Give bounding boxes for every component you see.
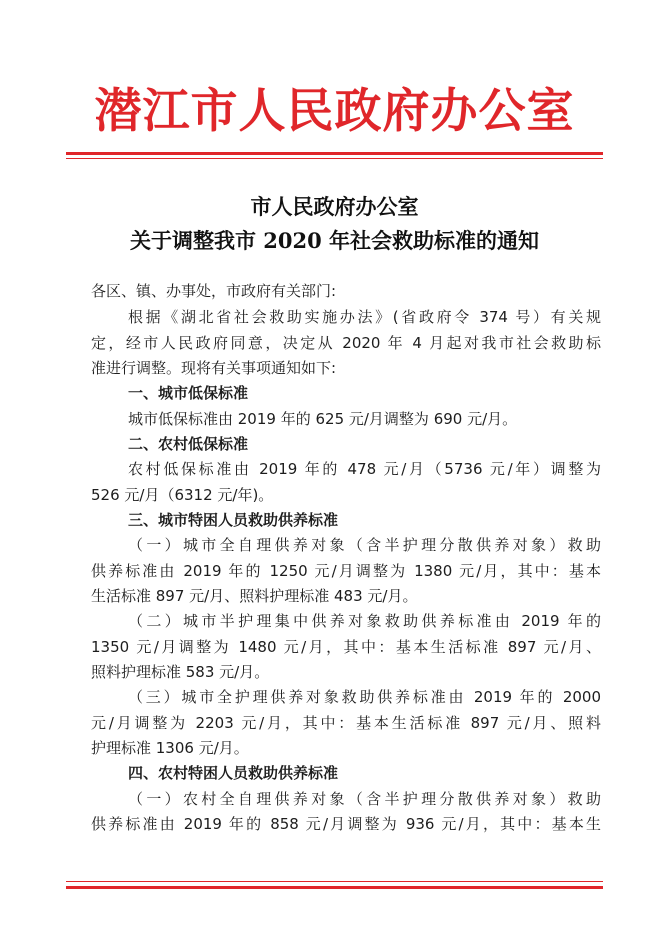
body-line: 定，经市人民政府同意，决定从 2020 年 4 月起对我市社会救助标	[91, 334, 601, 352]
body-line: 根据《湖北省社会救助实施办法》(省政府令 374 号）有关规	[128, 308, 601, 326]
body-line: 城市低保标准由 2019 年的 625 元/月调整为 690 元/月。	[128, 410, 518, 428]
salutation: 各区、镇、办事处，市政府有关部门:	[91, 282, 337, 300]
notice-title-line-2: 关于调整我市 2020 年社会救助标准的通知	[129, 228, 540, 253]
body-line: 1350 元/月调整为 1480 元/月，其中：基本生活标准 897 元/月、	[91, 638, 601, 656]
body-line: （三）城市全护理供养对象救助供养标准由 2019 年的 2000	[128, 688, 601, 706]
notice-title-line-1: 市人民政府办公室	[250, 194, 419, 219]
section-heading-1: 一、城市低保标准	[128, 384, 249, 402]
section-heading-2: 二、农村低保标准	[128, 435, 249, 453]
body-line: 526 元/月（6312 元/年)。	[91, 486, 274, 504]
body-line: 农村低保标准由 2019 年的 478 元/月（5736 元/年）调整为	[128, 460, 601, 478]
letterhead-rule-thin	[66, 158, 603, 159]
footer-rule-thin	[66, 881, 603, 882]
letterhead-title: 潜江市人民政府办公室	[94, 84, 575, 139]
body-line: 准进行调整。现将有关事项通知如下:	[91, 359, 337, 377]
body-line: （一）城市全自理供养对象（含半护理分散供养对象）救助	[128, 536, 601, 554]
body-line: 生活标准 897 元/月、照料护理标准 483 元/月。	[91, 587, 418, 605]
body-line: 护理标准 1306 元/月。	[91, 739, 249, 757]
body-line: （二）城市半护理集中供养对象救助供养标准由 2019 年的	[128, 612, 601, 630]
footer-rule-thick	[66, 886, 603, 889]
section-heading-3: 三、城市特困人员救助供养标准	[128, 511, 339, 529]
body-line: 照料护理标准 583 元/月。	[91, 663, 270, 681]
letterhead-rule-thick	[66, 152, 603, 155]
body-line: 元/月调整为 2203 元/月，其中：基本生活标准 897 元/月、照料	[91, 714, 601, 732]
body-line: （一）农村全自理供养对象（含半护理分散供养对象）救助	[128, 790, 601, 808]
section-heading-4: 四、农村特困人员救助供养标准	[128, 764, 339, 782]
body-line: 供养标准由 2019 年的 858 元/月调整为 936 元/月，其中：基本生	[91, 815, 601, 833]
body-line: 供养标准由 2019 年的 1250 元/月调整为 1380 元/月，其中：基本	[91, 562, 601, 580]
